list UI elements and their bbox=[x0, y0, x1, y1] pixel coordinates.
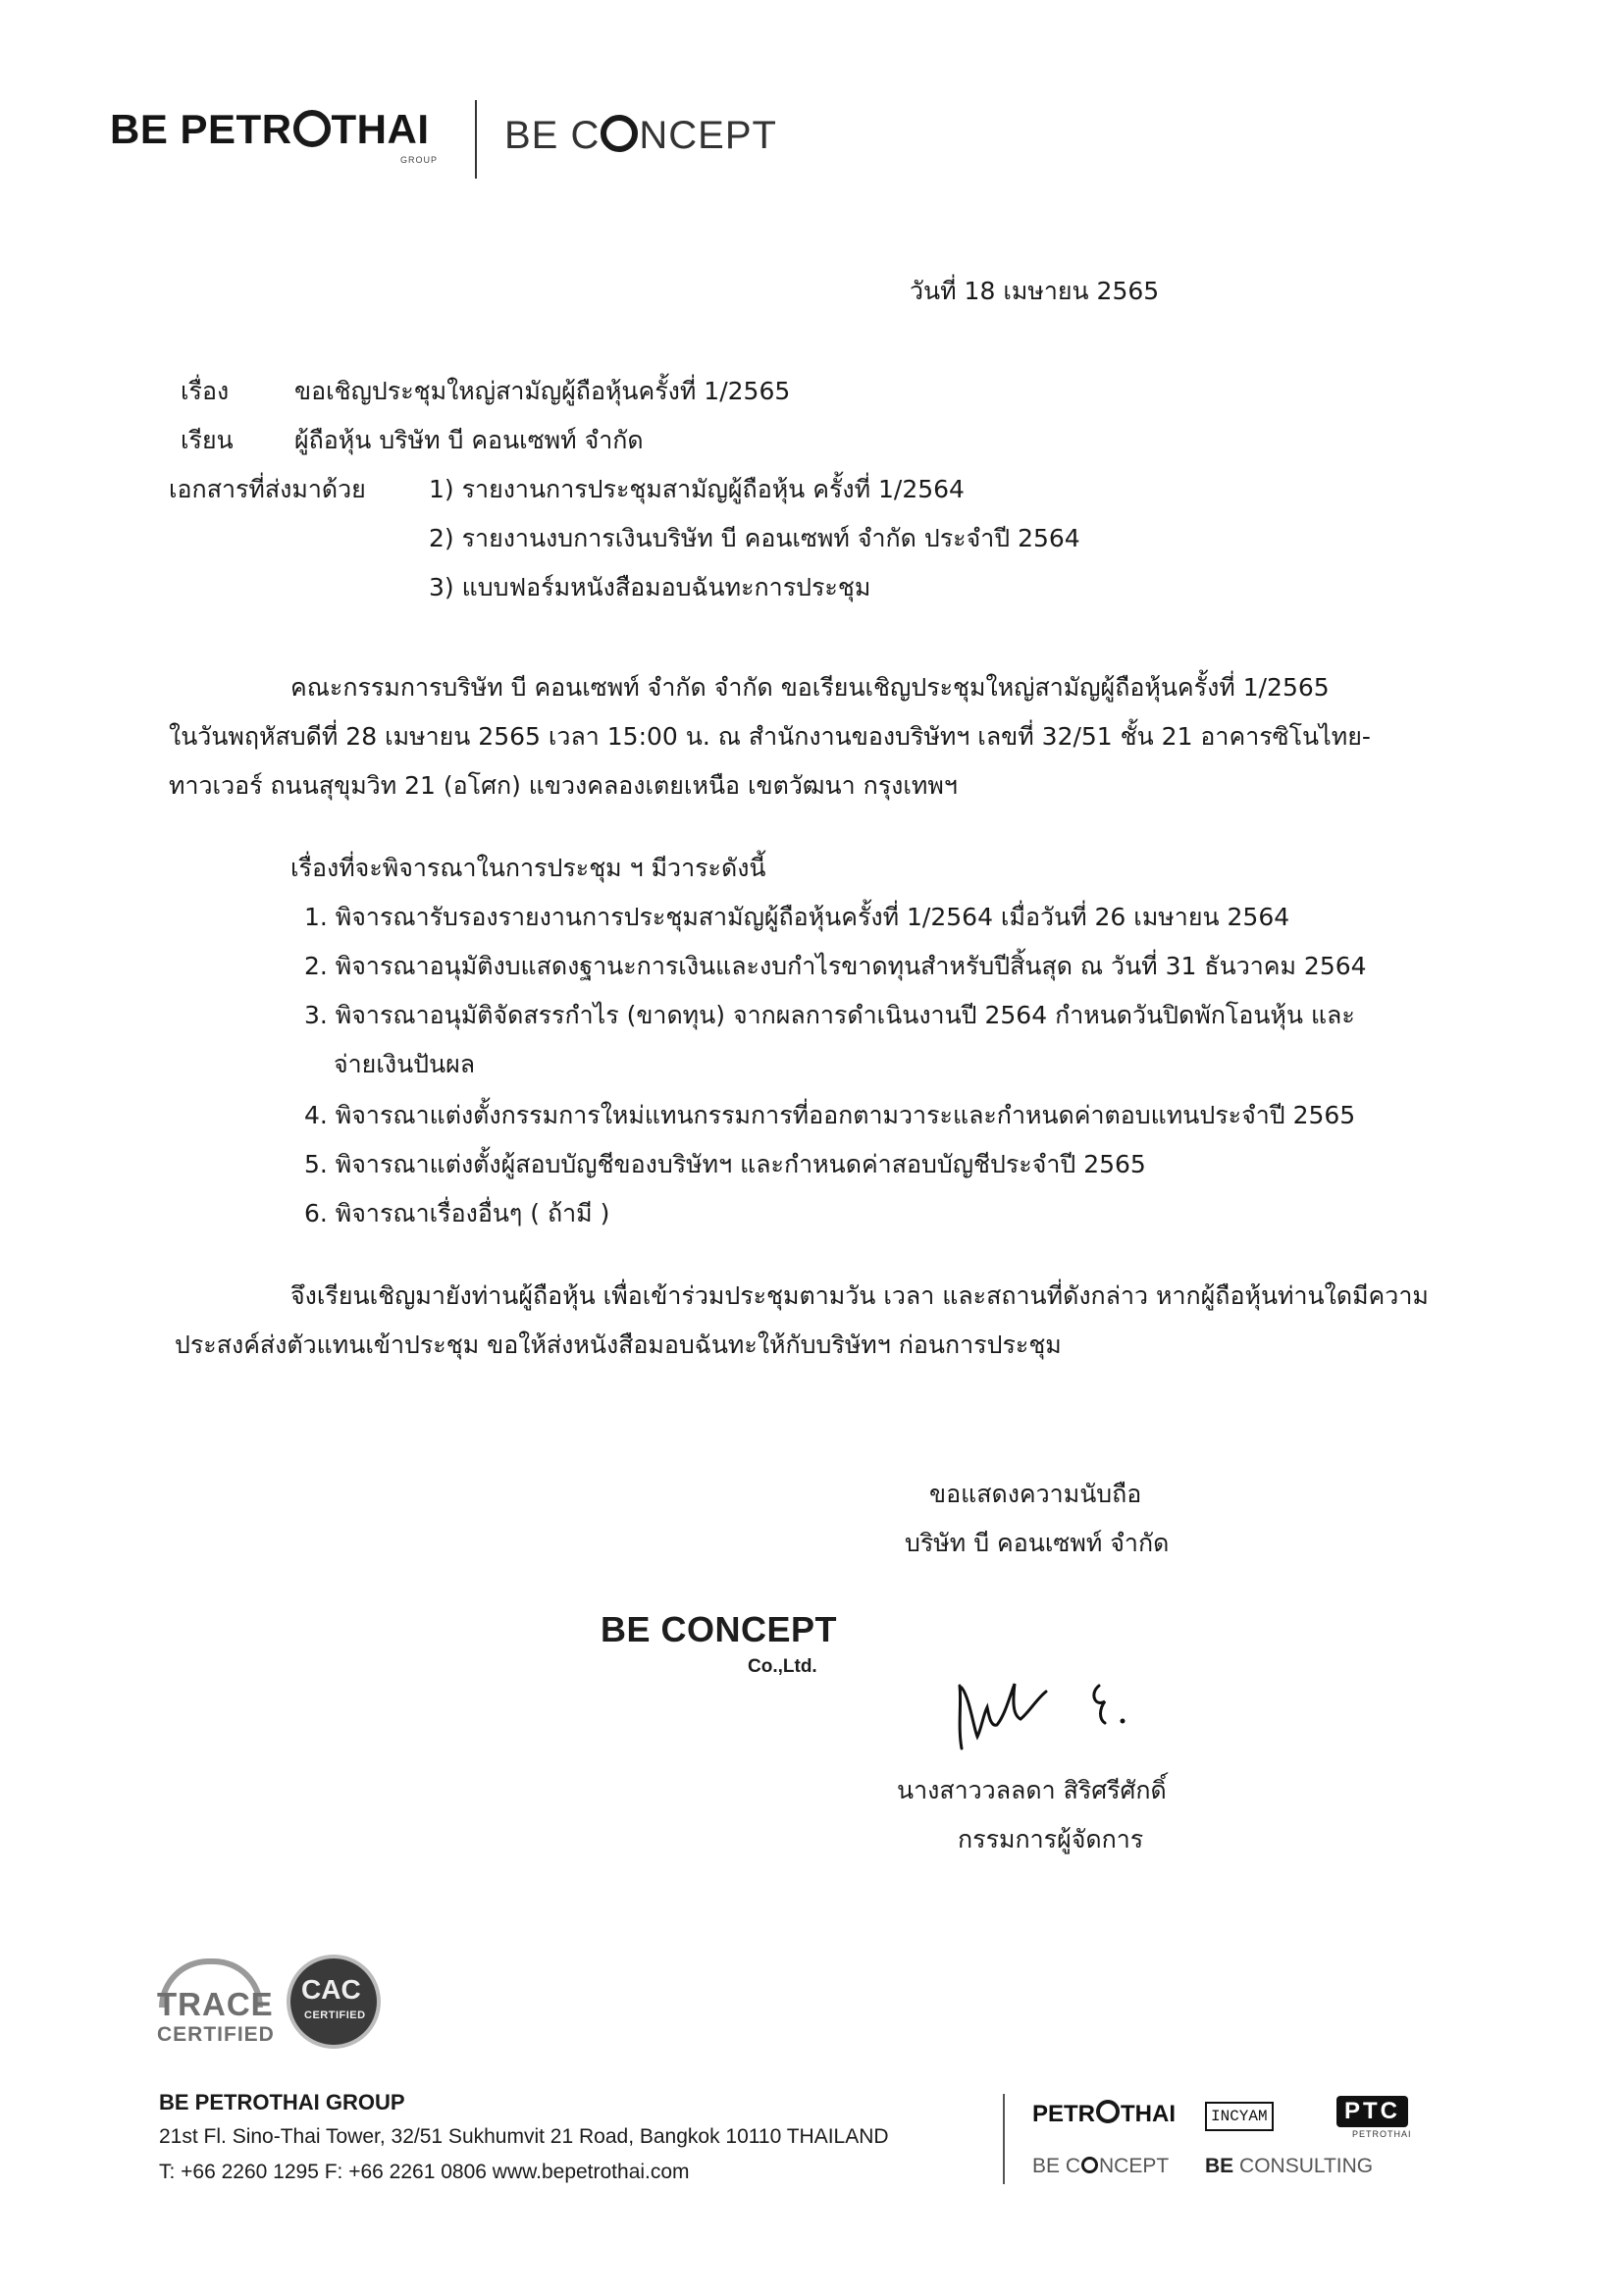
letter-date: วันที่ 18 เมษายน 2565 bbox=[910, 277, 1160, 305]
closing-line: จึงเรียนเชิญมายังท่านผู้ถือหุ้น เพื่อเข้าร่วมประชุมตามวัน เวลา และสถานที่ดังกล่าว หากผู้ถือหุ้นท่านใดมีความ bbox=[290, 1281, 1429, 1310]
be-consulting-brand-logo bbox=[1205, 2155, 1373, 2178]
be-petrothai-logo: BE PETR THAI bbox=[110, 106, 430, 152]
agenda-item: 3. พิจารณาอนุมัติจัดสรรกำไร (ขาดทุน) จากผลการดำเนินงานปี 2564 กำหนดวันปิดพักโอนหุ้น และ bbox=[304, 1001, 1355, 1029]
agenda-item: 2. พิจารณาอนุมัติงบแสดงฐานะการเงินและงบกำไรขาดทุนสำหรับปีสิ้นสุด ณ วันที่ 31 ธันวาคม 2564 bbox=[304, 952, 1367, 980]
signer-name: นางสาววลลดา สิริศรีศักดิ์ bbox=[897, 1776, 1167, 1804]
footer-group-name: BE PETROTHAI GROUP bbox=[159, 2090, 405, 2114]
trace-badge-certified: CERTIFIED bbox=[157, 2023, 275, 2046]
agenda-item-continuation: จ่ายเงินปันผล bbox=[334, 1050, 476, 1078]
signer-title: กรรมการผู้จัดการ bbox=[958, 1825, 1144, 1853]
closing-line: ประสงค์ส่งตัวแทนเข้าประชุม ขอให้ส่งหนังสือมอบฉันทะให้กับบริษัทฯ ก่อนการประชุม bbox=[175, 1331, 1062, 1359]
footer-contact: T: +66 2260 1295 F: +66 2261 0806 www.bepetrothai.com bbox=[159, 2161, 690, 2183]
cac-badge-word: CAC bbox=[301, 1974, 361, 2005]
agenda-item: 4. พิจารณาแต่งตั้งกรรมการใหม่แทนกรรมการที่ออกตามวาระและกำหนดค่าตอบแทนประจำปี 2565 bbox=[304, 1101, 1356, 1129]
subject-text: ขอเชิญประชุมใหญ่สามัญผู้ถือหุ้นครั้งที่ 1/2565 bbox=[294, 377, 791, 405]
petrothai-brand-logo: PETR THAI bbox=[1032, 2101, 1177, 2127]
be-consulting-rest: CONSULTING bbox=[1233, 2155, 1374, 2177]
agenda-intro: เรื่องที่จะพิจารณาในการประชุม ฯ มีวาระดังนี้ bbox=[290, 854, 766, 882]
agenda-item: 6. พิจารณาเรื่องอื่นๆ ( ถ้ามี ) bbox=[304, 1199, 610, 1227]
agenda-item: 1. พิจารณารับรองรายงานการประชุมสามัญผู้ถือหุ้นครั้งที่ 1/2564 เมื่อวันที่ 26 เมษายน 2564 bbox=[304, 903, 1290, 931]
regards: ขอแสดงความนับถือ bbox=[929, 1480, 1142, 1508]
body-line: คณะกรรมการบริษัท บี คอนเซพท์ จำกัด จำกัด ขอเรียนเชิญประชุมใหญ่สามัญผู้ถือหุ้นครั้งที่ 1/2565 bbox=[290, 673, 1330, 702]
be-concept-brand-logo: BE C NCEPT bbox=[1032, 2155, 1170, 2177]
body-line: ในวันพฤหัสบดีที่ 28 เมษายน 2565 เวลา 15:00 น. ณ สำนักงานของบริษัทฯ เลขที่ 32/51 ชั้น 21 อาคารซิโนไทย- bbox=[169, 722, 1371, 751]
ptc-brand-logo: PTC bbox=[1336, 2096, 1408, 2127]
agenda-item: 5. พิจารณาแต่งตั้งผู้สอบบัญชีของบริษัทฯ และกำหนดค่าสอบบัญชีประจำปี 2565 bbox=[304, 1150, 1146, 1178]
company-stamp: BE CONCEPT bbox=[601, 1609, 838, 1649]
be-concept-logo: BE C NCEPT bbox=[504, 114, 777, 157]
logo-group-label: GROUP bbox=[400, 155, 439, 165]
header-divider bbox=[475, 100, 477, 179]
trace-badge-word: TRACE bbox=[157, 1986, 274, 2022]
incyam-brand-logo: INCYAM bbox=[1205, 2102, 1274, 2131]
company-stamp-suffix: Co.,Ltd. bbox=[748, 1656, 817, 1677]
footer-divider bbox=[1003, 2094, 1005, 2184]
enclosures-label: เอกสารที่ส่งมาด้วย bbox=[169, 475, 366, 503]
footer-address: 21st Fl. Sino-Thai Tower, 32/51 Sukhumvit 21 Road, Bangkok 10110 THAILAND bbox=[159, 2125, 889, 2148]
company-name: บริษัท บี คอนเซพท์ จำกัด bbox=[905, 1529, 1170, 1557]
ptc-brand-sub: PETROTHAI bbox=[1352, 2129, 1412, 2139]
to-text: ผู้ถือหุ้น บริษัท บี คอนเซพท์ จำกัด bbox=[294, 426, 644, 454]
to-label: เรียน bbox=[181, 426, 234, 454]
enclosure-item: 2) รายงานงบการเงินบริษัท บี คอนเซพท์ จำกัด ประจำปี 2564 bbox=[429, 524, 1080, 552]
enclosure-item: 3) แบบฟอร์มหนังสือมอบฉันทะการประชุม bbox=[429, 573, 871, 601]
signature bbox=[952, 1658, 1148, 1756]
cac-badge-certified: CERTIFIED bbox=[304, 2009, 366, 2021]
subject-label: เรื่อง bbox=[181, 377, 230, 405]
body-line: ทาวเวอร์ ถนนสุขุมวิท 21 (อโศก) แขวงคลองเตยเหนือ เขตวัฒนา กรุงเทพฯ bbox=[169, 771, 958, 800]
be-consulting-prefix: BE bbox=[1205, 2155, 1234, 2177]
enclosure-item: 1) รายงานการประชุมสามัญผู้ถือหุ้น ครั้งที่ 1/2564 bbox=[429, 475, 965, 503]
